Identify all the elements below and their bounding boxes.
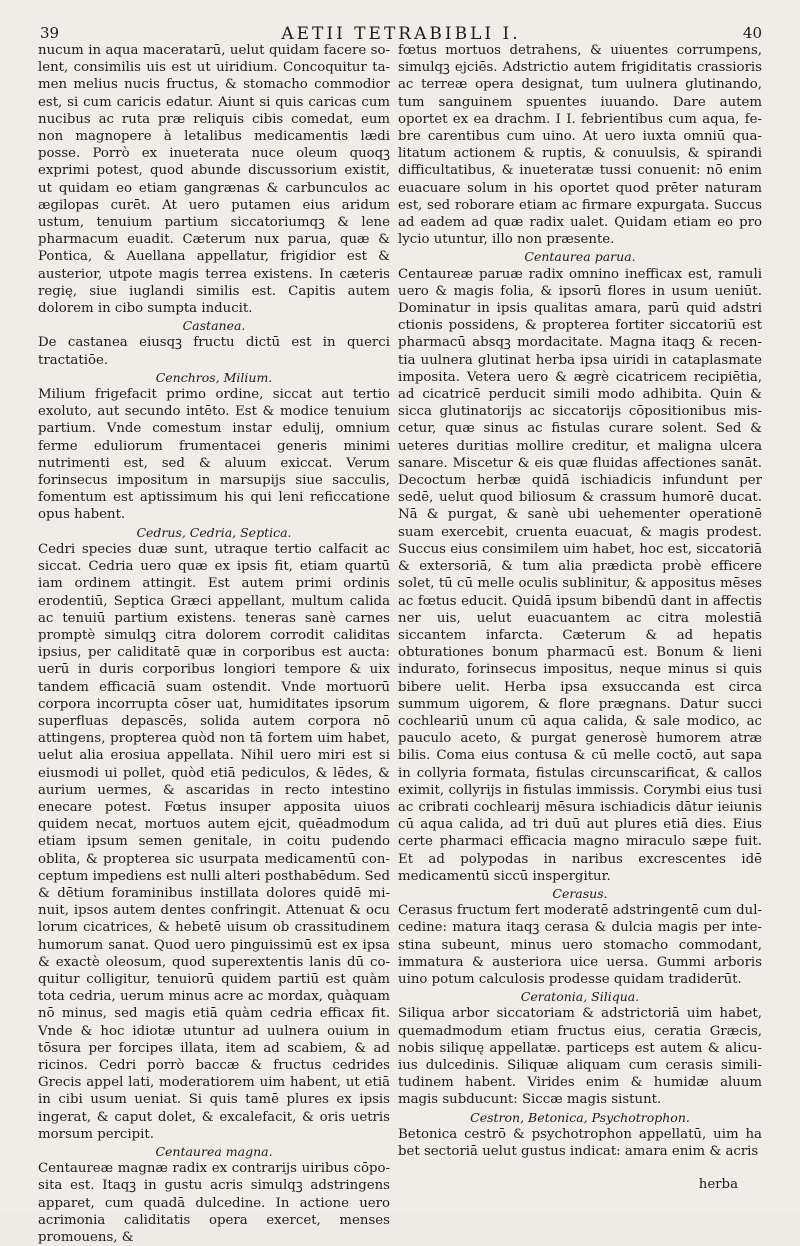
left-heading: Castanea. (182, 318, 246, 334)
left-heading: Cenchros, Milium. (155, 369, 273, 385)
left-paragraph: Cedri species duæ sunt, utraque tertio calfacit ac siccat. Cedria uero quæ ex ipsis fit, etiam quartū iam ordinem attingit. Est autem primi ordinis erodentiū, Septica Græci appellant, multum calida ac tenuiū partium existens. teneras sanè carnes promptè simulqꝫ citra dolorem corrodit caliditas ipsius, per caliditatē quæ in corporibus est aucta: uerū in duris corporibus longiori tempore & uix tandem efficaciā suam ostendit. Vnde mortuorū corpora incorrupta cōser uat, humiditates ipsorum superfluas depascēs, solida autem corpora nō attingens, propterea quòd non tā fortem uim habet, uelut alia erosiua appellata. Nihil uero miri est si eiusmodi ui pollet, quòd etiā pediculos, & lēdes, & aurium uermes, & ascaridas in recto intestino enecare potest. Fœtus insuper apposita uiuos quidem necat, mortuos autem ejcit, quēadmodum etiam ipsum semen genitale, in coitu pudendo oblita, & propterea sic usurpata medicamentū conceptum impediens est nulli alteri posthabēdum. Sed & dētium foraminibus instillata dolores quidē minuit, ipsos autem dentes confringit. Attenuat & ocu lorum cicatrices, & hebetē uisum ob crassitudinem humorum sanat. Quod uero pinguissimū est ex ipsa & exactè oleosum, quod superextentis lanis dū coquitur colligitur, tenuiorū quidem partiū est quàm tota cedria, uerum minus acre ac mordax, quàquam nō minus, sed magis etiā quàm cedria efficax fit. Vnde & hoc idiotæ utuntur ad uulnera ouium in tōsura per forcipes illata, item ad scabiem, & ad ricinos. Cedri porrò baccæ & fructus cedrides Grecis appel lati, moderatiorem uim habent, ut etiā in cibi usum ueniat. Si quis tamē plures ex ipsis ingerat, & caput dolet, & excalefacit, & oris uetris morsum percipit. (38, 541, 390, 1142)
right-column (398, 42, 762, 1194)
left-column (38, 42, 390, 1246)
right-paragraph: Siliqua arbor siccatoriam & adstrictoriā uim habet, quemadmodum etiam fructus eius, ceratia Græcis, nobis siliquę appellatæ. particeps est autem & alicuius dulcedinis. Siliquæ aliquam cum cerasis similitudinem habent. Virides enim & humidæ aluum magis subducunt: Siccæ magis sistunt. (398, 1006, 762, 1108)
left-paragraph: Milium frigefacit primo ordine, siccat aut tertio exoluto, aut secundo intēto. Est & modice tenuium partium. Vnde comestum instar edulij, omnium ferme eduliorum frumentacei generis minimi nutrimenti est, sed & aluum exiccat. Verum forinsecus impositum in marsupijs siue sacculis, fomentum est aptissimum his qui leni reficcatione opus habent. (38, 387, 390, 523)
right-heading: Centaurea parua. (524, 249, 636, 265)
right-column-text (398, 42, 762, 1160)
left-paragraph: Centaureæ magnæ radix ex contrarijs uiribus cōposita est. Itaqꝫ in gustu acris simulqꝫ adstringens apparet, cum quadā dulcedine. In actione uero acrimonia caliditatis opera exercet, menses promouens, & (38, 1161, 390, 1246)
left-paragraph: De castanea eiusqꝫ fructu dictū est in querci tractatiōe. (38, 335, 390, 368)
left-heading: Cedrus, Cedria, Septica. (136, 524, 292, 540)
left-column-text (38, 42, 390, 1246)
folio-right: 40 (742, 24, 762, 42)
right-heading: Cestron, Betonica, Psychotrophon. (470, 1109, 690, 1125)
right-paragraph: Betonica cestrō & psychotrophon appellatū, uim ha bet sectoriā uelut gustus indicat: amara enim & acris (398, 1126, 762, 1159)
right-heading: Cerasus. (552, 885, 608, 901)
right-heading: Ceratonia, Siliqua. (520, 989, 640, 1005)
catchword: herba (698, 1177, 738, 1192)
left-paragraph: nucum in aqua maceratarū, uelut quidam facere solent, consimilis uis est ut uiridium. Concoquitur tamen melius nucis fructus, & stomacho commodior est, si cum caricis edatur. Aiunt si quis caricas cum nucibus ac ruta præ reliquis cibis comedat, eum non magnopere à letalibus medicamentis lædi posse. Porrò ex inueterata nuce oleum quoqꝫ exprimi potest, quod abunde discussorium existit, ut quidam eo etiam gangrænas & carbunculos ac ægilopas curēt. At uero putamen eius aridum ustum, tenuium partium siccatoriumqꝫ & lene pharmacum euadit. Cæterum nux parua, quæ & Pontica, & Auellana appellatur, frigidior est & austerior, utpote magis terrea existens. In cæteris regię, siue iuglandi similis est. Capitis autem dolorem in cibo sumpta inducit. (38, 43, 390, 317)
right-paragraph: Cerasus fructum fert moderatē adstringentē cum dulcedine: matura itaqꝫ cerasa & dulcia magis per intestina subeunt, minus uero stomacho commodant, immatura & austeriora uice uersa. Gummi arboris uino potum calculosis prodesse quidam tradiderūt. (398, 903, 762, 987)
folio-left: 39 (40, 24, 60, 42)
right-paragraph: Centaureæ paruæ radix omnino inefficax est, ramuli uero & magis folia, & ipsorū flores in usum ueniūt. Dominatur in ipsis qualitas amara, parū quid adstri ctionis possidens, & propterea fortiter siccatoriū est pharmacū absqꝫ mordacitate. Magna itaqꝫ & recentia uulnera glutinat herba ipsa uiridi in cataplasmate imposita. Vetera uero & ægrè cicatricem recipiētia, ad cicatricē perducit simili modo adhibita. Quin & sicca glutinatorijs ac siccatorijs cōpositionibus miscetur, quæ sinus ac fistulas curare solent. Sed & ueteres duritias mollire creditur, et maligna ulcera sanare. Miscetur & eis quæ fluidas affectiones sanāt. Decoctum herbæ quidā ischiadicis infundunt per sedē, uelut quod biliosum & crassum humorē ducat. Nā & purgat, & sanè ubi uehementer operationē suam exercebit, cruenta euacuat, & magis prodest. Succus eius consimilem uim habet, hoc est, siccatoriā & extersoriā, & tum alia prædicta probè efficere solet, tū cū melle oculis sublinitur, & appositus mēses ac fœtus educit. Quidā ipsum bibendū dant in affectis ner uis, uelut euacuantem ac citra molestiā siccantem infarcta. Cæterum & ad hepatis obturationes bonum pharmacū est. Bonum & lieni indurato, forinsecus impositus, neque minus si quis bibere uelit. Herba ipsa exsuccanda est circa summum uigorem, & flore prægnans. Datur succi cochleariū unum cū aqua calida, & sale modico, ac pauculo aceto, & purgat generosè humorem atræ bilis. Coma eius contusa & cū melle coctō, aut sapa in collyria formata, fistulas circunscarificat, & callos eximit, collyrijs in fistulas immissis. Corymbi eius tusi ac cribrati cochlearij mēsura ischiadicis dātur ieiunis cū aqua calida, ad tri duū aut plures etiā dies. Eius certe pharmaci efficacia magno miraculo sæpe fuit. Et ad polypodas in naribus excrescentes idē medicamentū siccū inspergitur. (398, 266, 762, 884)
left-heading: Centaurea magna. (155, 1144, 273, 1159)
right-paragraph: fœtus mortuos detrahens, & uiuentes corrumpens, simulqꝫ ejciēs. Adstrictio autem frigiditatis crassioris ac terreæ opera designat, tum uulnera glutinando, tum sanguinem spuentes iuuando. Dare autem oportet ex ea drachm. I I. febrientibus cum aqua, febre carentibus cum uino. At uero iuxta omniū qualitatum actionem & ruptis, & conuulsis, & spirandi difficultatibus, & inueteratæ tussi conuenit: nō enim euacuare solum in his oportet quod prēter naturam est, sed roborare etiam ac firmare expurgata. Succus ad eadem ad quæ radix ualet. Quidam etiam eo pro lycio utuntur, illo non præsente. (398, 43, 762, 248)
running-title: AETII TETRABIBLI I. (281, 24, 521, 44)
